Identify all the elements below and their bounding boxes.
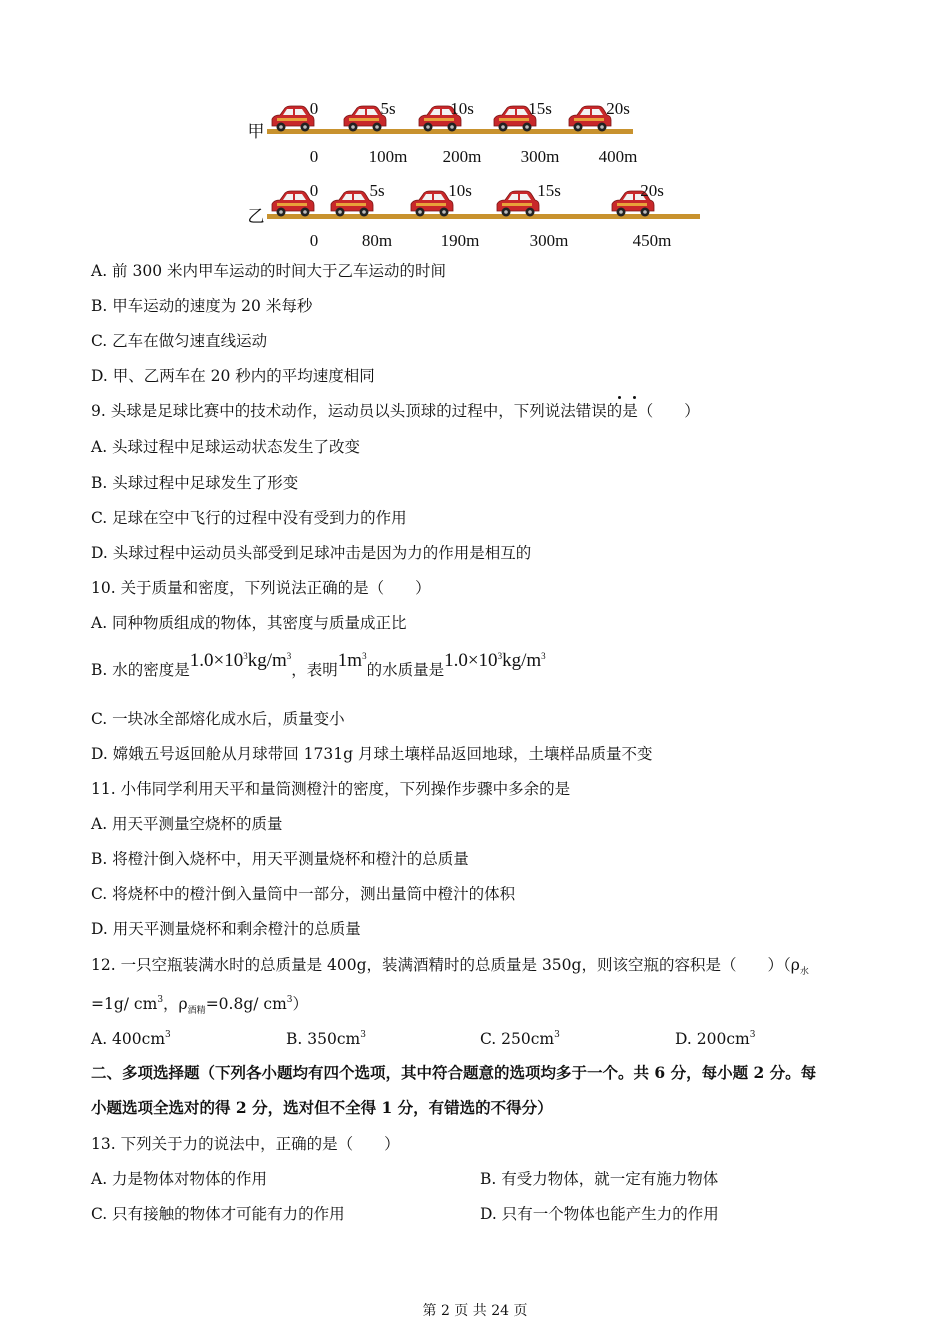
q12-subscript-alcohol: 酒精 <box>187 1006 206 1017</box>
time-label: 0 <box>309 99 319 118</box>
q10-b-text-1: B. 水的密度是 <box>91 661 190 679</box>
distance-label: 100m <box>368 147 408 166</box>
q13-option-a: A. 力是物体对物体的作用 <box>91 1170 268 1188</box>
q10-b-math-3 <box>444 650 546 671</box>
time-label: 20s <box>640 181 664 200</box>
section2-heading-line2: 小题选项全选对的得 2 分，选对但不全得 1 分，有错选的不得分） <box>91 1098 553 1117</box>
time-label: 15s <box>537 181 561 200</box>
q13-stem: 13. 下列关于力的说法中，正确的是（ ） <box>91 1135 400 1153</box>
q9-emphasis: 错误 <box>575 402 607 420</box>
math-exponent: 3 <box>554 1030 560 1040</box>
distance-label: 200m <box>442 147 482 166</box>
math-unit: kg/m <box>502 650 542 671</box>
q9-option-a: A. 头球过程中足球运动状态发生了改变 <box>91 438 361 456</box>
q10-b-text-2: ，表明 <box>291 661 338 679</box>
distance-label: 80m <box>361 231 393 250</box>
math-unit: kg/m <box>247 650 287 671</box>
math-exponent: 3 <box>541 651 546 661</box>
time-label: 10s <box>450 99 474 118</box>
time-label: 5s <box>369 181 385 200</box>
q10-stem: 10. 关于质量和密度，下列说法正确的是（ ） <box>91 579 431 597</box>
time-label: 5s <box>380 99 396 118</box>
math-exponent: 3 <box>360 1030 366 1040</box>
q9-stem <box>91 401 700 421</box>
q12-stem-text: 12. 一只空瓶装满水时的总质量是 400g，装满酒精时的总质量是 350g，则该空瓶的容积是（ ）（ρ <box>91 956 800 974</box>
math-exponent: 3 <box>362 651 367 661</box>
q12-water-density: =1g/ cm <box>91 995 158 1013</box>
time-label: 20s <box>606 99 630 118</box>
car-icon <box>272 191 314 217</box>
q12-close-paren: ） <box>292 995 309 1013</box>
q12-stem <box>91 955 809 982</box>
q10-b-math-1 <box>190 650 292 671</box>
q12-option-b <box>286 1025 366 1049</box>
option-text: C. 250cm <box>480 1030 555 1048</box>
math-exponent: 3 <box>243 651 248 661</box>
q9-stem-before: 9. 头球是足球比赛中的技术动作，运动员以头顶球的过程中，下列说法 <box>91 402 576 420</box>
q12-rho-text: ，ρ <box>163 995 188 1013</box>
distance-label: 0 <box>309 231 319 250</box>
option-text: D. 200cm <box>675 1030 750 1048</box>
q9-option-c: C. 足球在空中飞行的过程中没有受到力的作用 <box>91 509 407 527</box>
q12-subscript-water: 水 <box>799 967 809 978</box>
math-exponent: 3 <box>749 1030 756 1040</box>
section2-heading-line1: 二、多项选择题（下列各小题均有四个选项，其中符合题意的选项均多于一个。共 6 分，每小题 2 分。每 <box>91 1063 817 1082</box>
q11-option-c: C. 将烧杯中的橙汁倒入量筒中一部分，测出量筒中橙汁的体积 <box>91 885 516 903</box>
page-footer: 第 2 页 共 24 页 <box>422 1303 528 1319</box>
q11-stem: 11. 小伟同学利用天平和量筒测橙汁的密度，下列操作步骤中多余的是 <box>91 780 571 798</box>
q9-option-b: B. 头球过程中足球发生了形变 <box>91 474 299 492</box>
q9-stem-after: 的是（ ） <box>606 402 700 420</box>
q13-option-c: C. 只有接触的物体才可能有力的作用 <box>91 1205 345 1223</box>
car-icon <box>331 191 373 217</box>
emphasis-dot <box>618 396 621 399</box>
distance-label: 300m <box>520 147 560 166</box>
math-exponent: 3 <box>497 651 503 661</box>
option-text: B. 350cm <box>286 1030 361 1048</box>
q10-b-text-3: 的水质量是 <box>366 661 445 679</box>
q12-stem-line2 <box>91 990 308 1021</box>
math-exponent: 3 <box>286 995 293 1005</box>
option-text: A. 400cm <box>91 1030 166 1048</box>
q10-b-math-2 <box>338 650 367 671</box>
q11-option-b: B. 将橙汁倒入烧杯中，用天平测量烧杯和橙汁的总质量 <box>91 850 469 868</box>
math-base: 1.0×10 <box>444 650 498 671</box>
distance-label: 300m <box>529 231 569 250</box>
q13-option-d: D. 只有一个物体也能产生力的作用 <box>480 1205 719 1223</box>
q8-option-a: A. 前 300 米内甲车运动的时间大于乙车运动的时间 <box>91 262 446 280</box>
q8-option-c: C. 乙车在做匀速直线运动 <box>91 332 268 350</box>
q12-alcohol-density: =0.8g/ cm <box>205 995 287 1013</box>
q10-option-d: D. 嫦娥五号返回舱从月球带回 1731g 月球土壤样品返回地球，土壤样品质量不变 <box>91 745 653 763</box>
q12-option-a <box>91 1025 171 1049</box>
q10-option-c: C. 一块冰全部熔化成水后，质量变小 <box>91 710 345 728</box>
road-line <box>267 214 700 219</box>
math-base: 1m <box>337 650 363 671</box>
q11-option-d: D. 用天平测量烧杯和剩余橙汁的总质量 <box>91 920 361 938</box>
row-label: 甲 <box>247 122 265 141</box>
q10-option-b <box>91 650 546 685</box>
car-icon <box>569 106 611 132</box>
q8-option-b: B. 甲车运动的速度为 20 米每秒 <box>91 297 313 315</box>
cars-motion-diagram <box>0 0 950 260</box>
q10-option-a: A. 同种物质组成的物体，其密度与质量成正比 <box>91 614 407 632</box>
emphasis-dot <box>633 396 636 399</box>
car-icon <box>497 191 539 217</box>
distance-label: 0 <box>309 147 319 166</box>
distance-label: 190m <box>440 231 480 250</box>
q13-option-b: B. 有受力物体，就一定有施力物体 <box>480 1170 719 1188</box>
car-icon <box>272 106 314 132</box>
math-exponent: 3 <box>157 995 164 1005</box>
q12-option-d <box>675 1025 755 1049</box>
distance-label: 400m <box>598 147 638 166</box>
car-icon <box>411 191 453 217</box>
math-exponent: 3 <box>286 651 292 661</box>
math-exponent: 3 <box>165 1030 171 1040</box>
distance-label: 450m <box>632 231 672 250</box>
q9-option-d: D. 头球过程中运动员头部受到足球冲击是因为力的作用是相互的 <box>91 544 532 562</box>
time-label: 10s <box>448 181 472 200</box>
time-label: 0 <box>309 181 319 200</box>
row-label: 乙 <box>247 207 265 226</box>
q12-option-c <box>480 1025 560 1049</box>
math-base: 1.0×10 <box>189 650 244 671</box>
time-label: 15s <box>528 99 552 118</box>
q8-option-d: D. 甲、乙两车在 20 秒内的平均速度相同 <box>91 367 375 385</box>
q11-option-a: A. 用天平测量空烧杯的质量 <box>91 815 283 833</box>
